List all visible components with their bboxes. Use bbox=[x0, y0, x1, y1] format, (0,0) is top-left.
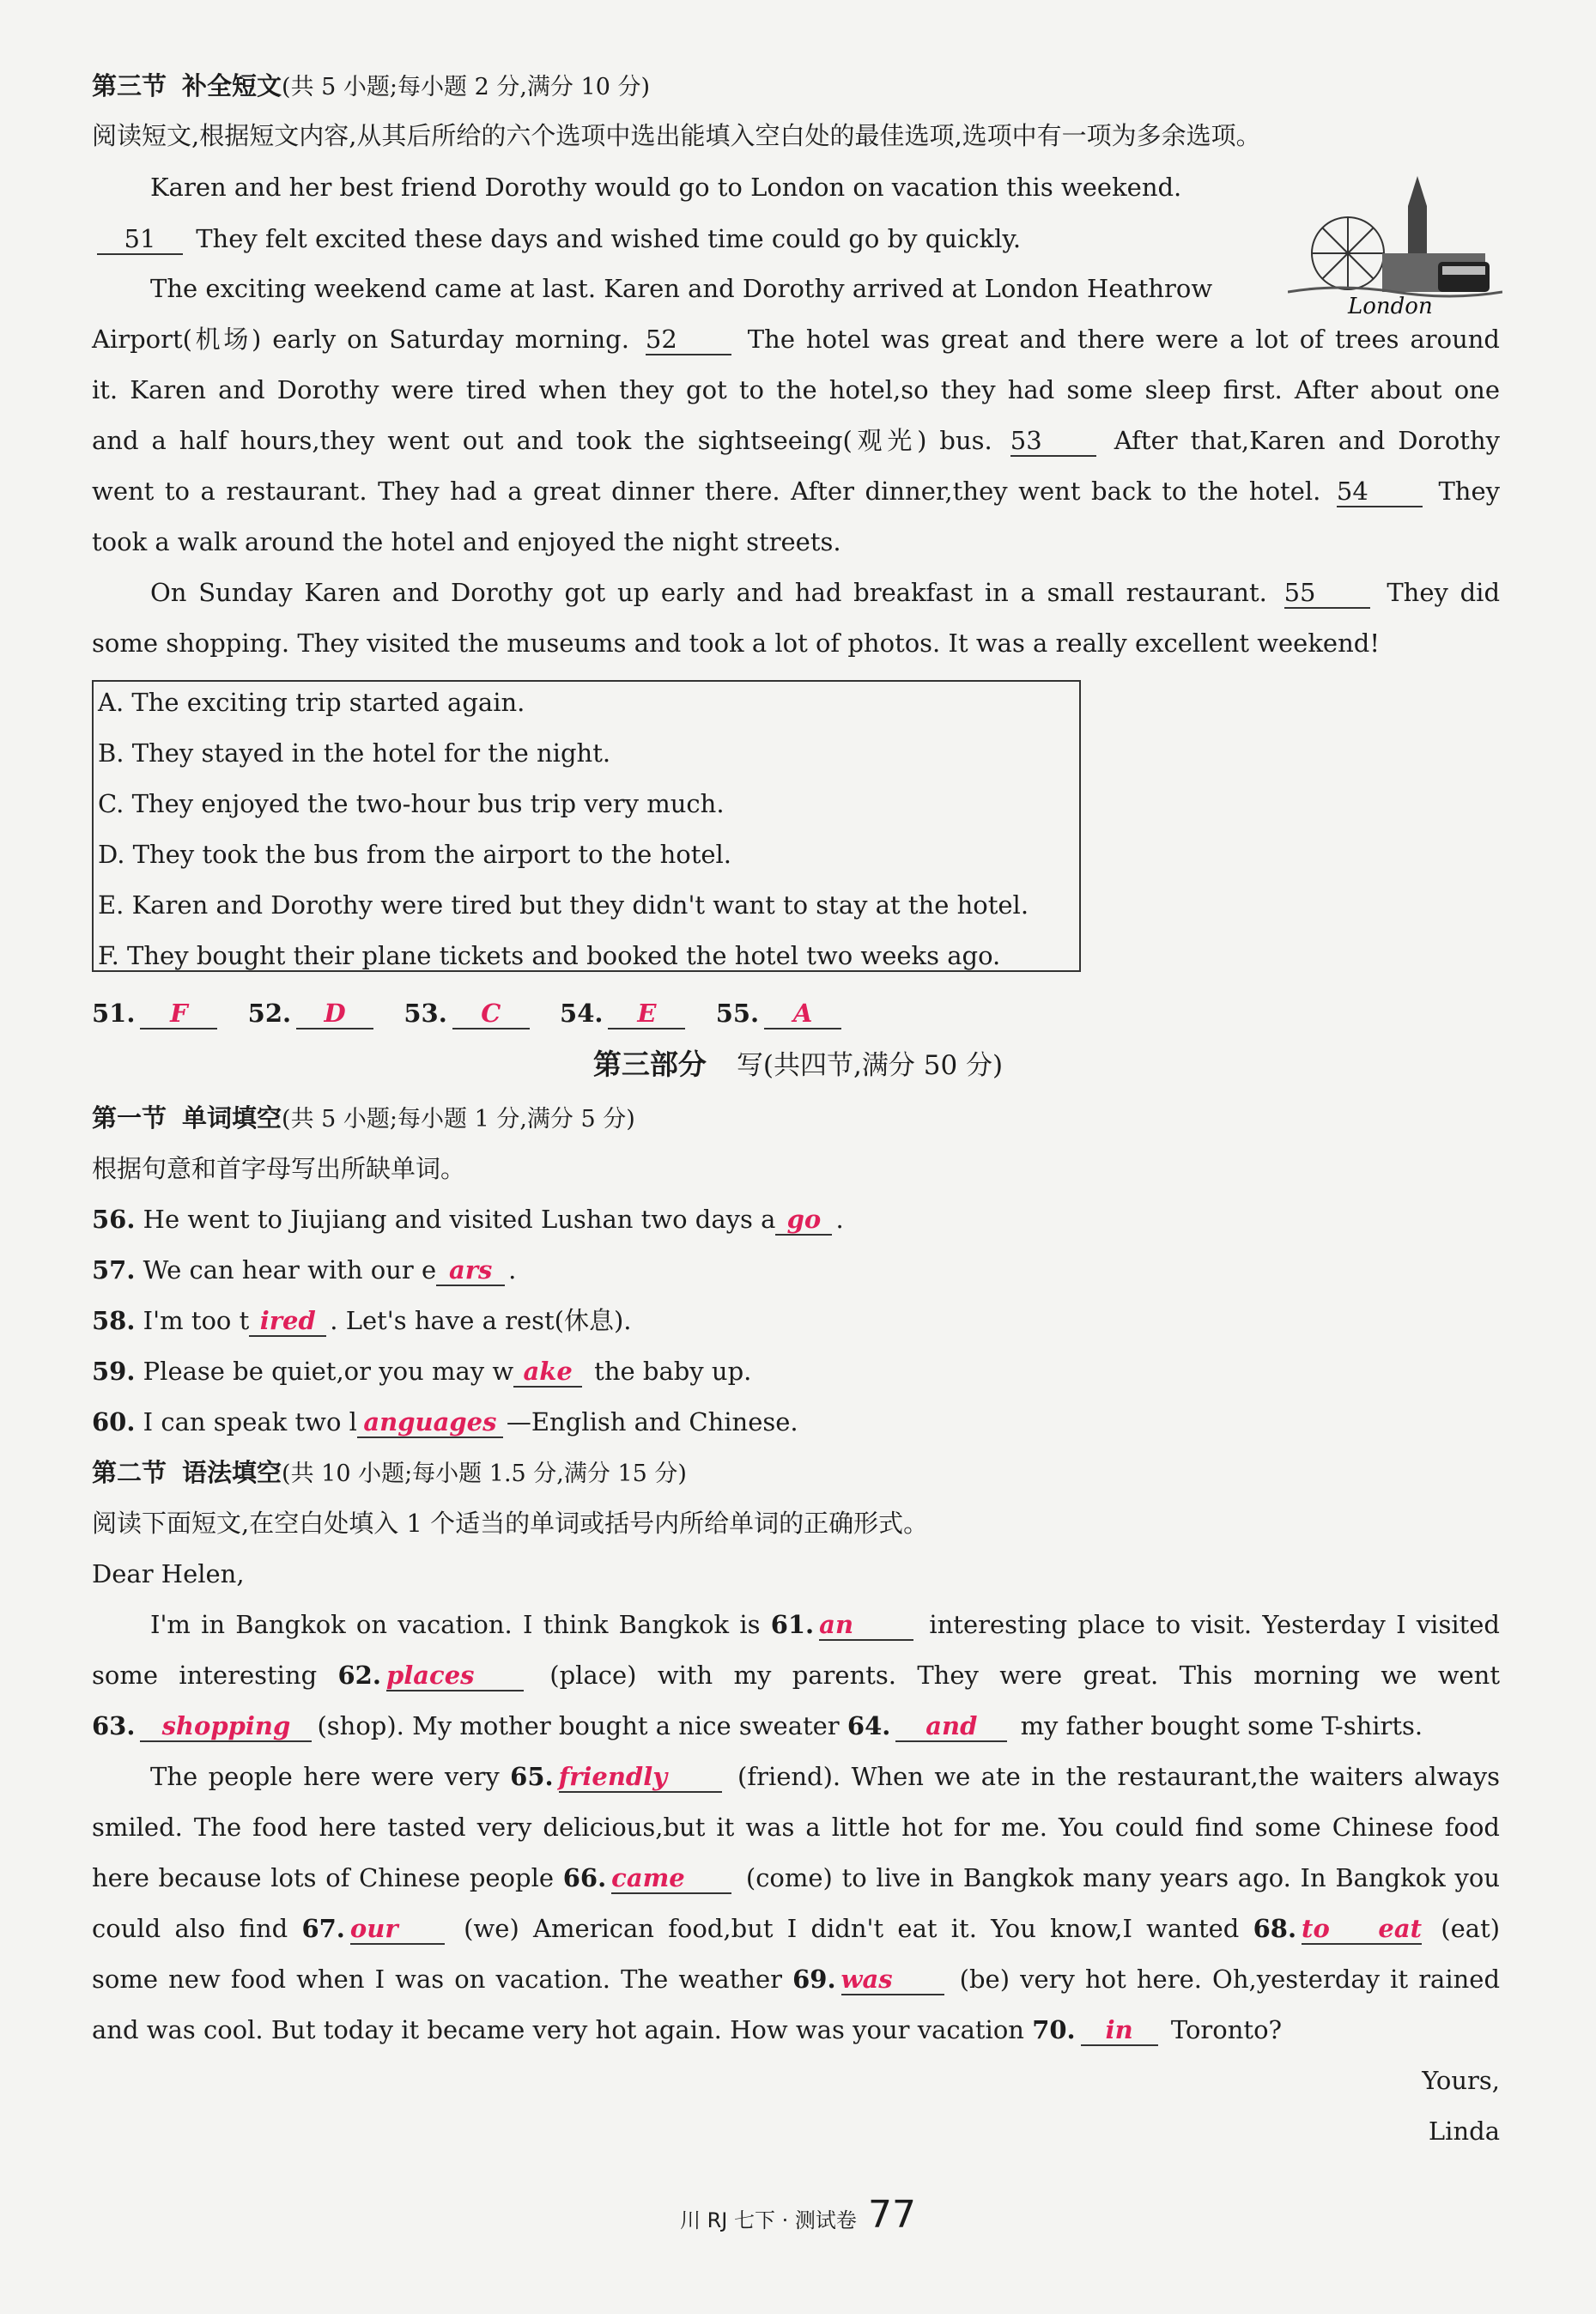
answer-text: D bbox=[324, 999, 346, 1028]
answer-text: C bbox=[481, 999, 501, 1028]
blank-54: 54 bbox=[1337, 477, 1423, 507]
page-number: 77 bbox=[868, 2193, 916, 2237]
grammar-blank-64 bbox=[895, 1711, 1007, 1742]
option-c: C. They enjoyed the two-hour bus trip very much. bbox=[98, 789, 725, 818]
item-text: . Let's have a rest(休息). bbox=[330, 1306, 632, 1335]
answer-text: ars bbox=[448, 1255, 493, 1285]
answer-num: 54. bbox=[560, 999, 604, 1028]
letter-text: could also find bbox=[92, 1914, 288, 1943]
answer-text: shopping bbox=[161, 1711, 291, 1740]
letter-greeting: Dear Helen, bbox=[92, 1559, 245, 1588]
passage-text: went to a restaurant. They had a great dinner there. After dinner,they went back to the hotel. bbox=[92, 477, 1321, 506]
answers-row bbox=[92, 996, 847, 1030]
word-blank-60 bbox=[357, 1407, 503, 1438]
letter-line-9 bbox=[92, 2013, 1282, 2047]
answer-51 bbox=[140, 999, 217, 1029]
option-b: B. They stayed in the hotel for the night. bbox=[98, 738, 611, 768]
answer-text: friendly bbox=[558, 1762, 668, 1791]
letter-line-5 bbox=[92, 1810, 1500, 1844]
grammar-fill-instruction: 阅读下面短文,在空白处填入 1 个适当的单词或括号内所给单词的正确形式。 bbox=[92, 1509, 929, 1538]
word-item-58 bbox=[92, 1303, 632, 1338]
grammar-blank-65 bbox=[559, 1762, 722, 1793]
answer-text: was bbox=[840, 1965, 893, 1994]
answer-54 bbox=[608, 999, 685, 1029]
answer-text: F bbox=[170, 999, 188, 1028]
word-fill-heading: 第一节 bbox=[92, 1103, 167, 1133]
passage-line-7 bbox=[92, 474, 1500, 508]
passage-text: On Sunday Karen and Dorothy got up early and had breakfast in a small restaurant. bbox=[150, 578, 1267, 607]
passage-line-5 bbox=[92, 373, 1500, 407]
letter-text: here because lots of Chinese people bbox=[92, 1863, 555, 1892]
word-blank-59 bbox=[513, 1357, 582, 1388]
word-fill-rules: (共 5 小题;每小题 1 分,满分 5 分) bbox=[282, 1106, 635, 1133]
passage-line-6 bbox=[92, 423, 1500, 458]
option-d: D. They took the bus from the airport to the hotel. bbox=[98, 840, 732, 869]
answer-text: E bbox=[637, 999, 657, 1028]
item-text: Please be quiet,or you may w bbox=[143, 1357, 514, 1386]
letter-line-3 bbox=[92, 1709, 1423, 1743]
answer-text: an bbox=[819, 1610, 854, 1639]
word-fill-title: 单词填空 bbox=[182, 1103, 282, 1133]
grammar-fill-title: 语法填空 bbox=[182, 1458, 282, 1487]
word-blank-58 bbox=[249, 1306, 326, 1337]
answer-num: 53. bbox=[404, 999, 447, 1028]
part3-title-main: 第三部分 bbox=[592, 1048, 707, 1081]
word-blank-57 bbox=[436, 1255, 505, 1286]
grammar-blank-61 bbox=[819, 1610, 913, 1641]
answer-num: 51. bbox=[92, 999, 136, 1028]
item-text: —English and Chinese. bbox=[506, 1407, 798, 1436]
letter-text: The people here were very bbox=[150, 1762, 500, 1791]
item-text: the baby up. bbox=[594, 1357, 752, 1386]
passage-line-3: The exciting weekend came at last. Karen and Dorothy arrived at London Heathrow bbox=[150, 274, 1213, 303]
grammar-blank-63 bbox=[140, 1711, 312, 1742]
answer-text: places bbox=[385, 1661, 475, 1690]
item-num: 61. bbox=[770, 1610, 815, 1639]
passage-text: Airport(机场) early on Saturday morning. bbox=[92, 325, 629, 354]
passage-line-8: took a walk around the hotel and enjoyed the night streets. bbox=[92, 527, 841, 556]
letter-line-1 bbox=[150, 1607, 1500, 1642]
london-caption: London bbox=[1348, 294, 1433, 318]
word-item-60 bbox=[92, 1405, 798, 1439]
answer-text: ake bbox=[523, 1357, 573, 1386]
item-num: 70. bbox=[1032, 2015, 1076, 2044]
passage-text: They felt excited these days and wished time could go by quickly. bbox=[196, 224, 1022, 253]
passage-line-4 bbox=[92, 322, 1500, 356]
item-num: 63. bbox=[92, 1711, 136, 1740]
answer-text: in bbox=[1105, 2015, 1133, 2044]
item-text: I can speak two l bbox=[143, 1407, 357, 1436]
letter-text: I'm in Bangkok on vacation. I think Bangkok is bbox=[150, 1610, 761, 1639]
page-footer bbox=[0, 2194, 1596, 2244]
item-num: 64. bbox=[847, 1711, 891, 1740]
grammar-blank-68 bbox=[1302, 1914, 1422, 1945]
letter-text: (be) very hot here. Oh,yesterday it rained bbox=[959, 1965, 1501, 1994]
letter-text: (place) with my parents. They were great. This morning we went bbox=[549, 1661, 1501, 1690]
passage-text: After that,Karen and Dorothy bbox=[1114, 426, 1501, 455]
option-a: A. The exciting trip started again. bbox=[98, 688, 525, 717]
letter-text: some interesting bbox=[92, 1661, 318, 1690]
passage-line-9 bbox=[150, 575, 1500, 610]
answer-text: A bbox=[792, 999, 813, 1028]
word-item-56 bbox=[92, 1202, 844, 1236]
grammar-blank-70 bbox=[1081, 2015, 1158, 2046]
passage-line-2 bbox=[92, 222, 1021, 256]
grammar-blank-62 bbox=[386, 1661, 524, 1691]
passage-line-1: Karen and her best friend Dorothy would go to London on vacation this weekend. bbox=[150, 173, 1182, 202]
item-num: 59. bbox=[92, 1357, 136, 1386]
passage-text: it. Karen and Dorothy were tired when they got to the hotel,so they had some sleep first. After about one bbox=[92, 375, 1500, 404]
letter-text: (friend). When we ate in the restaurant,the waiters always bbox=[737, 1762, 1500, 1791]
answer-text: and bbox=[925, 1711, 978, 1740]
word-fill-instruction: 根据句意和首字母写出所缺单词。 bbox=[92, 1154, 466, 1183]
letter-signature: Linda bbox=[1428, 2117, 1500, 2146]
item-num: 68. bbox=[1253, 1914, 1297, 1943]
passage-text: and a half hours,they went out and took the sightseeing(观光) bus. bbox=[92, 426, 992, 455]
grammar-blank-67 bbox=[350, 1914, 445, 1945]
item-num: 60. bbox=[92, 1407, 136, 1436]
item-num: 58. bbox=[92, 1306, 136, 1335]
item-text: . bbox=[508, 1255, 517, 1285]
letter-text: some new food when I was on vacation. The weather bbox=[92, 1965, 782, 1994]
option-f: F. They bought their plane tickets and booked the hotel two weeks ago. bbox=[98, 941, 1001, 970]
letter-line-6 bbox=[92, 1861, 1500, 1895]
item-num: 62. bbox=[337, 1661, 381, 1690]
section3-instruction: 阅读短文,根据短文内容,从其后所给的六个选项中选出能填入空白处的最佳选项,选项中有一项为多余选项。 bbox=[92, 121, 1261, 150]
word-blank-56 bbox=[775, 1205, 832, 1236]
letter-text: smiled. The food here tasted very delicious,but it was a little hot for me. You could find some Chinese food bbox=[92, 1813, 1500, 1842]
answer-text: ired bbox=[259, 1306, 316, 1335]
item-text: We can hear with our e bbox=[143, 1255, 437, 1285]
item-num: 69. bbox=[792, 1965, 836, 1994]
blank-53: 53 bbox=[1010, 426, 1096, 457]
letter-text: (we) American food,but I didn't eat it. You know,I wanted bbox=[464, 1914, 1240, 1943]
letter-line-4 bbox=[150, 1759, 1500, 1794]
blank-51: 51 bbox=[97, 224, 183, 255]
letter-line-8 bbox=[92, 1962, 1500, 1996]
letter-text: Toronto? bbox=[1170, 2015, 1283, 2044]
passage-text: They bbox=[1438, 477, 1501, 506]
word-fill-header bbox=[92, 1101, 635, 1137]
options-box bbox=[92, 680, 1081, 972]
blank-52: 52 bbox=[646, 325, 731, 355]
letter-text: my father bought some T-shirts. bbox=[1020, 1711, 1423, 1740]
item-num: 66. bbox=[562, 1863, 607, 1892]
letter-text: (come) to live in Bangkok many years ago. In Bangkok you bbox=[745, 1863, 1501, 1892]
option-e: E. Karen and Dorothy were tired but they didn't want to stay at the hotel. bbox=[98, 890, 1029, 920]
grammar-blank-69 bbox=[841, 1965, 944, 1995]
section3-heading: 第三节 bbox=[92, 71, 167, 100]
answer-55 bbox=[764, 999, 841, 1029]
item-num: 67. bbox=[301, 1914, 345, 1943]
letter-text: and was cool. But today it became very hot again. How was your vacation bbox=[92, 2015, 1024, 2044]
answer-num: 55. bbox=[715, 999, 760, 1028]
letter-text: interesting place to visit. Yesterday I visited bbox=[929, 1610, 1500, 1639]
item-text: . bbox=[835, 1205, 844, 1234]
answer-text: our bbox=[349, 1914, 398, 1943]
section3-header bbox=[92, 69, 650, 105]
answer-num: 52. bbox=[247, 999, 292, 1028]
answer-text: came bbox=[611, 1863, 685, 1892]
answer-53 bbox=[452, 999, 530, 1029]
letter-line-2 bbox=[92, 1658, 1500, 1692]
item-num: 56. bbox=[92, 1205, 136, 1234]
grammar-blank-66 bbox=[611, 1863, 731, 1894]
word-item-59 bbox=[92, 1354, 751, 1388]
letter-text: (eat) bbox=[1441, 1914, 1501, 1943]
part3-title-sub: 写(共四节,满分 50 分) bbox=[736, 1050, 1004, 1081]
section3-title: 补全短文 bbox=[182, 71, 282, 100]
answer-text: go bbox=[786, 1205, 822, 1234]
passage-line-10: some shopping. They visited the museums and took a lot of photos. It was a really excellent weekend! bbox=[92, 629, 1380, 658]
word-item-57 bbox=[92, 1253, 516, 1287]
item-text: I'm too t bbox=[143, 1306, 250, 1335]
answer-text: anguages bbox=[363, 1407, 497, 1436]
part3-title bbox=[0, 1046, 1596, 1089]
grammar-fill-rules: (共 10 小题;每小题 1.5 分,满分 15 分) bbox=[282, 1461, 687, 1487]
blank-55: 55 bbox=[1284, 578, 1370, 609]
answer-52 bbox=[296, 999, 373, 1029]
item-num: 57. bbox=[92, 1255, 136, 1285]
item-num: 65. bbox=[510, 1762, 554, 1791]
answer-text: to eat bbox=[1302, 1914, 1423, 1943]
grammar-fill-header bbox=[92, 1455, 687, 1491]
passage-text: The hotel was great and there were a lot of trees around bbox=[747, 325, 1500, 354]
letter-line-7 bbox=[92, 1911, 1500, 1946]
footer-text: 川 RJ 七下 · 测试卷 bbox=[680, 2208, 857, 2232]
grammar-fill-heading: 第二节 bbox=[92, 1458, 167, 1487]
london-illustration bbox=[1288, 172, 1502, 318]
section3-rules: (共 5 小题;每小题 2 分,满分 10 分) bbox=[282, 74, 650, 100]
item-text: He went to Jiujiang and visited Lushan two days a bbox=[143, 1205, 776, 1234]
passage-text: They did bbox=[1387, 578, 1501, 607]
letter-text: (shop). My mother bought a nice sweater bbox=[317, 1711, 840, 1740]
letter-closing: Yours, bbox=[1422, 2066, 1500, 2095]
